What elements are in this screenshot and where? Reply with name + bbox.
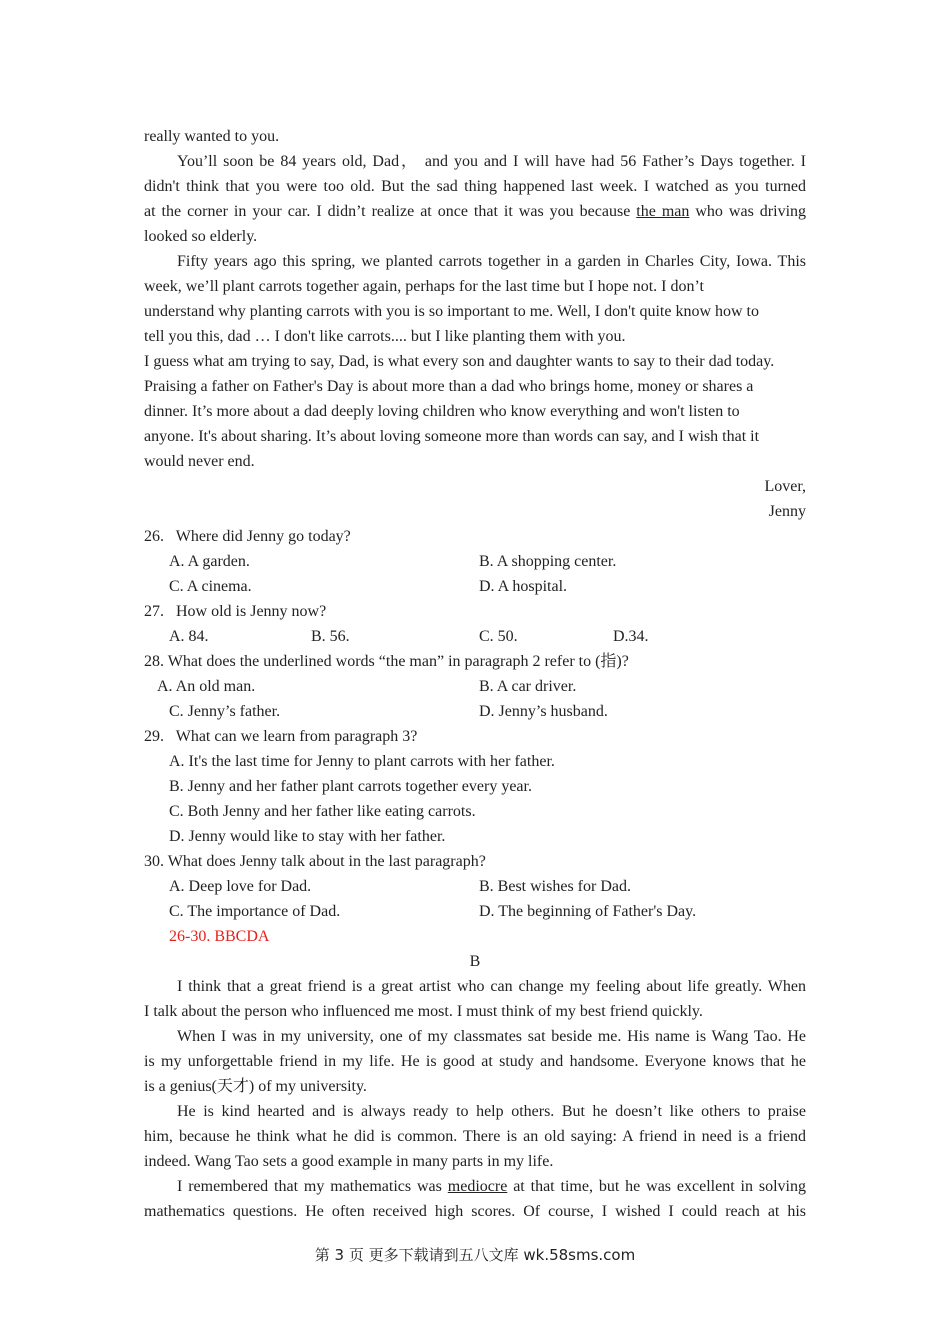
- option: B. Best wishes for Dad.: [479, 878, 631, 895]
- option: C. A cinema.: [169, 578, 252, 595]
- text-line: [144, 449, 806, 474]
- option: C. Both Jenny and her father like eating carrots.: [169, 803, 476, 820]
- question-options-line: [144, 699, 806, 724]
- option: B. A shopping center.: [479, 553, 617, 570]
- text-run: is a genius(天才) of my university.: [144, 1078, 367, 1095]
- text-line: [144, 1074, 806, 1099]
- text-run: looked so elderly.: [144, 228, 258, 245]
- option: A. It's the last time for Jenny to plant carrots with her father.: [169, 753, 555, 770]
- option: D.34.: [613, 628, 649, 645]
- text-line: [144, 324, 806, 349]
- question-options-line: [144, 824, 806, 849]
- option: A. An old man.: [157, 678, 256, 695]
- question-options-line: [144, 574, 806, 599]
- text-run: is my unforgettable friend in my life. He is good at study and handsome. Everyone knows that he: [144, 1053, 806, 1070]
- option: A. Deep love for Dad.: [169, 878, 312, 895]
- question-options-line: [144, 549, 806, 574]
- text-line: [144, 949, 806, 974]
- text-line: [144, 224, 806, 249]
- text-run: 28. What does the underlined words “the man” in paragraph 2 refer to (指)?: [144, 653, 629, 670]
- text-run: 30. What does Jenny talk about in the last paragraph?: [144, 853, 486, 870]
- text-line: [144, 274, 806, 299]
- text-line: [144, 199, 806, 224]
- text-run: Fifty years ago this spring, we planted carrots together in a garden in Charles City, Iowa. This: [177, 253, 806, 270]
- page-footer: 第 3 页 更多下载请到五八文库 wk.58sms.com: [314, 1246, 636, 1264]
- text-run: dinner. It’s more about a dad deeply loving children who know everything and won't listen to: [144, 403, 740, 420]
- text-run: Praising a father on Father's Day is about more than a dad who brings home, money or shares a: [144, 378, 754, 395]
- option: D. A hospital.: [479, 578, 568, 595]
- text-run: I remembered that my mathematics was: [177, 1178, 448, 1195]
- text-line: [144, 1199, 806, 1224]
- text-line: [144, 299, 806, 324]
- text-run: really wanted to you.: [144, 128, 280, 145]
- option: B. A car driver.: [479, 678, 577, 695]
- text-run: 29. What can we learn from paragraph 3?: [144, 728, 418, 745]
- option: C. 50.: [479, 628, 518, 645]
- option: D. Jenny would like to stay with her father.: [169, 828, 446, 845]
- text-line: [144, 399, 806, 424]
- question-options-line: [144, 874, 806, 899]
- text-run: 26. Where did Jenny go today?: [144, 528, 351, 545]
- text-run: When I was in my university, one of my classmates sat beside me. His name is Wang Tao. He: [177, 1028, 806, 1045]
- text-run: mathematics questions. He often received high scores. Of course, I wished I could reach at his: [144, 1203, 806, 1220]
- text-run: didn't think that you were too old. But the sad thing happened last week. I watched as you turned: [144, 178, 806, 195]
- option: A. 84.: [169, 628, 209, 645]
- option: A. A garden.: [169, 553, 250, 570]
- text-run: would never end.: [144, 453, 255, 470]
- text-run: B: [469, 953, 481, 970]
- text-run: him, because he think what he did is common. There is an old saying: A friend in need is a friend: [144, 1128, 806, 1145]
- text-line: [144, 1124, 806, 1149]
- text-line: [144, 349, 806, 374]
- text-run: at that time, but he was excellent in solving: [507, 1178, 806, 1195]
- text-line: [144, 849, 806, 874]
- text-run: Jenny: [768, 503, 806, 520]
- text-line: [144, 174, 806, 199]
- text-line: [144, 999, 806, 1024]
- text-run: Lover,: [764, 478, 806, 495]
- text-run: week, we’ll plant carrots together again, perhaps for the last time but I hope not. I don’t: [144, 278, 704, 295]
- text-run: indeed. Wang Tao sets a good example in many parts in my life.: [144, 1153, 554, 1170]
- option: B. 56.: [311, 628, 350, 645]
- text-run: You’ll soon be 84 years old, Dad， and you and I will have had 56 Father’s Days together. I: [177, 153, 806, 170]
- text-run: at the corner in your car. I didn’t realize at once that it was you because: [144, 203, 637, 220]
- text-line: [144, 724, 806, 749]
- option: C. Jenny’s father.: [169, 703, 281, 720]
- text-line: [144, 124, 806, 149]
- question-options-line: [144, 899, 806, 924]
- text-line: [144, 524, 806, 549]
- text-line: [144, 1174, 806, 1199]
- text-line: [144, 1049, 806, 1074]
- text-line: [144, 424, 806, 449]
- text-line: [144, 974, 806, 999]
- text-run: anyone. It's about sharing. It’s about loving someone more than words can say, and I wish that it: [144, 428, 760, 445]
- option: B. Jenny and her father plant carrots together every year.: [169, 778, 532, 795]
- text-line: [144, 249, 806, 274]
- text-line: [144, 499, 806, 524]
- text-line: [144, 599, 806, 624]
- question-options-line: [144, 799, 806, 824]
- text-line: [144, 1149, 806, 1174]
- text-run: tell you this, dad … I don't like carrots.... but I like planting them with you.: [144, 328, 626, 345]
- question-options-line: [144, 924, 806, 949]
- text-line: [144, 149, 806, 174]
- text-line: [144, 1024, 806, 1049]
- question-options-line: [144, 749, 806, 774]
- text-run: understand why planting carrots with you is so important to me. Well, I don't quite know how to: [144, 303, 759, 320]
- text-line: [144, 474, 806, 499]
- text-run: 27. How old is Jenny now?: [144, 603, 327, 620]
- question-options-line: [144, 774, 806, 799]
- text-line: [144, 374, 806, 399]
- option: C. The importance of Dad.: [169, 903, 341, 920]
- text-line: [144, 1099, 806, 1124]
- text-run: I think that a great friend is a great artist who can change my feeling about life greatly. When: [177, 978, 806, 995]
- underlined-word: mediocre: [447, 1178, 508, 1195]
- question-options-line: [144, 674, 806, 699]
- text-line: [144, 649, 806, 674]
- text-run: He is kind hearted and is always ready to help others. But he doesn’t like others to praise: [177, 1103, 806, 1120]
- text-run: I guess what am trying to say, Dad, is what every son and daughter wants to say to their dad today.: [144, 353, 775, 370]
- underlined-word: the man: [636, 203, 690, 220]
- answer-key: 26-30. BBCDA: [169, 928, 270, 945]
- text-run: I talk about the person who influenced me most. I must think of my best friend quickly.: [144, 1003, 703, 1020]
- option: D. Jenny’s husband.: [479, 703, 608, 720]
- question-options-line: [144, 624, 806, 649]
- option: D. The beginning of Father's Day.: [479, 903, 697, 920]
- text-run: who was driving: [689, 203, 807, 220]
